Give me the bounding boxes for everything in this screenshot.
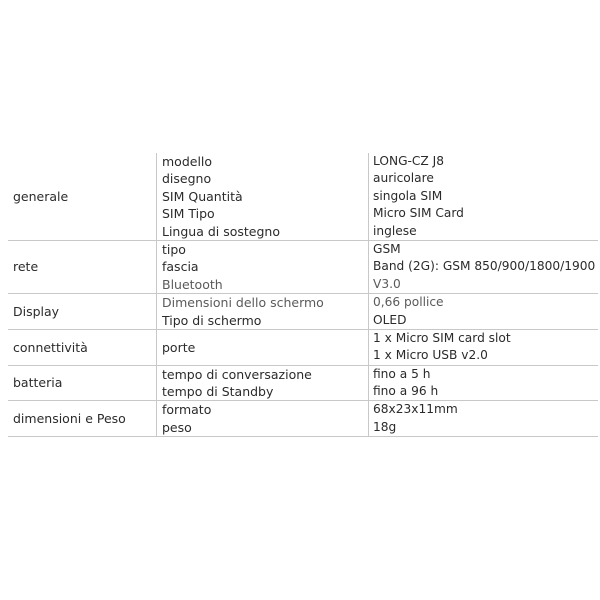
category-label: batteria [8,365,157,401]
spec-group-generale [8,153,598,240]
value-label: fino a 96 h [373,384,439,399]
category-label: generale [8,153,157,240]
property-label: peso [162,419,192,435]
property-cell [157,401,369,437]
property-cell [157,240,369,293]
property-label: Tipo di schermo [162,312,262,328]
property-label: fascia [162,259,199,275]
value-label: 1 x Micro USB v2.0 [373,348,488,363]
property-label: formato [162,402,212,418]
value-label: 68x23x11mm [373,402,458,417]
value-label: inglese [373,223,417,238]
value-label: GSM [373,241,401,256]
spec-group-connettivita [8,329,598,365]
spec-table [8,153,598,437]
value-cell [369,153,599,240]
value-label: 0,66 pollice [373,295,444,310]
value-cell [369,365,599,401]
category-label: dimensioni e Peso [8,401,157,437]
value-cell [369,240,599,293]
category-label: Display [8,294,157,330]
property-cell [157,365,369,401]
value-label: 1 x Micro SIM card slot [373,330,511,345]
spec-group-dimensioni-peso [8,401,598,437]
property-label: Dimensioni dello schermo [162,295,324,311]
value-cell [369,401,599,437]
spec-group-rete [8,240,598,293]
property-cell [157,153,369,240]
value-label: singola SIM [373,188,443,203]
value-label: 18g [373,419,397,434]
value-cell [369,294,599,330]
value-label: auricolare [373,171,434,186]
value-label: OLED [373,312,407,327]
property-label: tempo di Standby [162,384,274,400]
category-label: connettività [8,329,157,365]
value-label: V3.0 [373,276,401,291]
property-label: SIM Quantità [162,188,243,204]
property-label: tipo [162,241,186,257]
spec-group-display [8,294,598,330]
property-label: porte [162,339,196,355]
value-label: fino a 5 h [373,366,431,381]
property-cell [157,294,369,330]
value-cell [369,329,599,365]
category-label: rete [8,240,157,293]
property-label: modello [162,154,213,169]
value-label: Band (2G): GSM 850/900/1800/1900 [373,259,596,274]
spec-group-batteria [8,365,598,401]
property-label: Bluetooth [162,276,223,292]
property-cell [157,329,369,365]
value-label: Micro SIM Card [373,206,464,221]
property-label: disegno [162,171,212,187]
property-label: tempo di conversazione [162,366,312,382]
property-label: SIM Tipo [162,206,215,222]
property-label: Lingua di sostegno [162,223,280,239]
value-label: LONG-CZ J8 [373,154,444,168]
